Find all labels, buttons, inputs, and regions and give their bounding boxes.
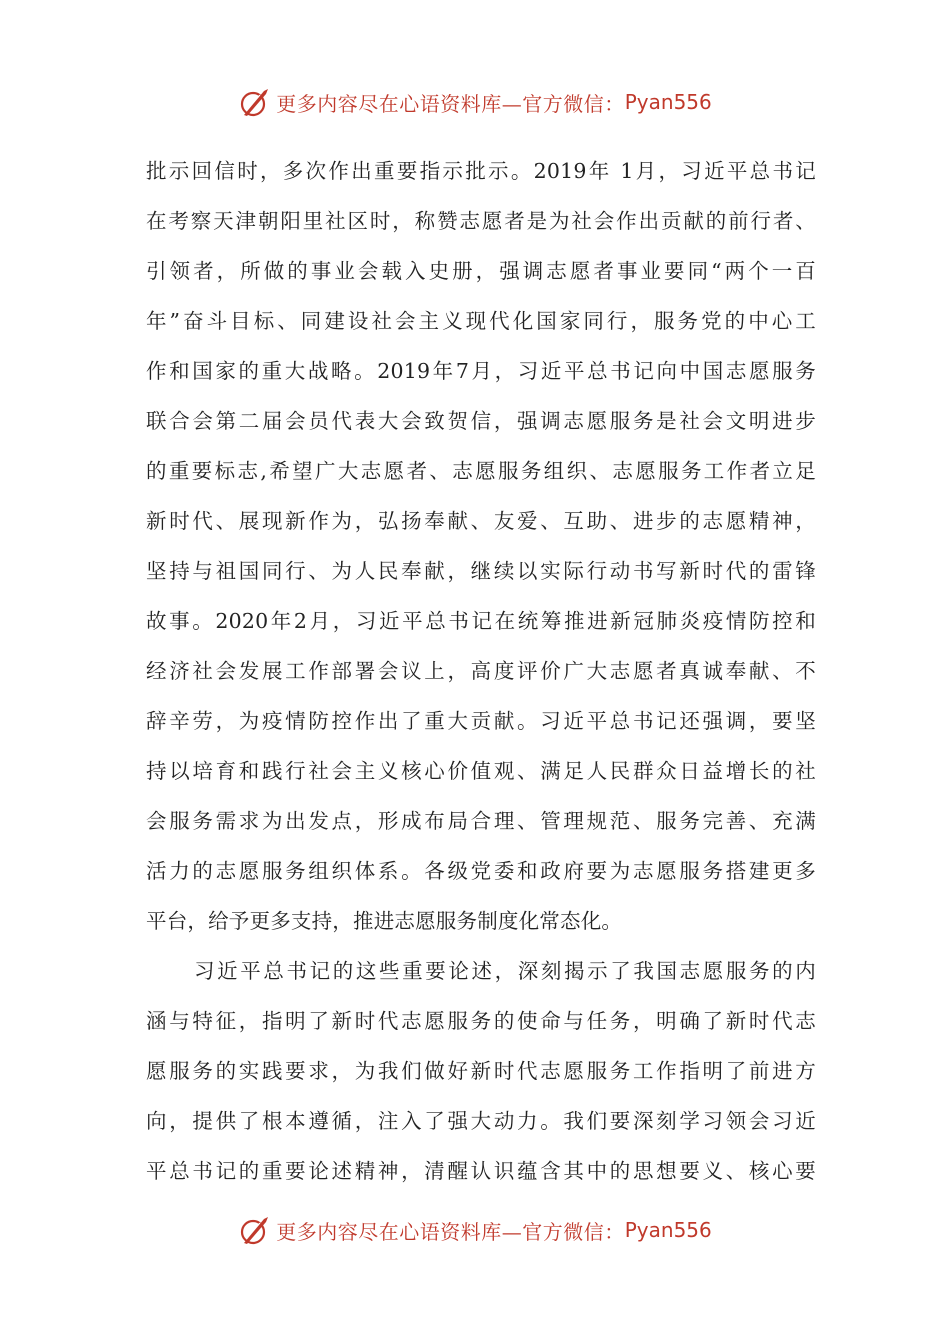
quill-logo-icon <box>238 1213 272 1247</box>
text-line: 作和国家的重大战略。2019年7月，习近平总书记向中国志愿服务 <box>146 359 816 383</box>
text-line: 会服务需求为出发点，形成布局合理、管理规范、服务完善、充满 <box>146 809 816 833</box>
footer-banner-handle: Pyan556 <box>624 1218 712 1242</box>
text-line: 平总书记的重要论述精神，清醒认识蕴含其中的思想要义、核心要 <box>146 1159 816 1183</box>
text-line: 向，提供了根本遵循，注入了强大动力。我们要深刻学习领会习近 <box>146 1109 816 1133</box>
text-line: 愿服务的实践要求，为我们做好新时代志愿服务工作指明了前进方 <box>146 1059 816 1083</box>
document-body <box>146 146 816 1196</box>
header-banner-text: 更多内容尽在心语资料库—官方微信： <box>276 91 625 116</box>
text-line: 涵与特征，指明了新时代志愿服务的使命与任务，明确了新时代志 <box>146 1009 816 1033</box>
text-line: 新时代、展现新作为，弘扬奉献、友爱、互助、进步的志愿精神， <box>146 509 816 533</box>
text-line: 持以培育和践行社会主义核心价值观、满足人民群众日益增长的社 <box>146 759 816 783</box>
footer-banner <box>0 1210 950 1250</box>
paragraph-start-line: 习近平总书记的这些重要论述，深刻揭示了我国志愿服务的内 <box>194 959 816 983</box>
quill-logo-icon <box>238 85 272 119</box>
text-line: 引领者，所做的事业会载入史册，强调志愿者事业要同“两个一百 <box>146 259 816 283</box>
header-banner-handle: Pyan556 <box>624 90 712 114</box>
text-line: 联合会第二届会员代表大会致贺信，强调志愿服务是社会文明进步 <box>146 409 816 433</box>
text-line: 故事。2020年2月，习近平总书记在统筹推进新冠肺炎疫情防控和 <box>146 609 816 633</box>
footer-banner-text: 更多内容尽在心语资料库—官方微信： <box>276 1219 625 1244</box>
header-banner <box>0 82 950 122</box>
text-line: 年”奋斗目标、同建设社会主义现代化国家同行，服务党的中心工 <box>146 309 816 333</box>
text-line: 经济社会发展工作部署会议上，高度评价广大志愿者真诚奉献、不 <box>146 659 816 683</box>
text-line: 的重要标志,希望广大志愿者、志愿服务组织、志愿服务工作者立足 <box>146 459 816 483</box>
text-line: 在考察天津朝阳里社区时，称赞志愿者是为社会作出贡献的前行者、 <box>146 209 816 233</box>
text-line: 活力的志愿服务组织体系。各级党委和政府要为志愿服务搭建更多 <box>146 859 816 883</box>
text-line: 批示回信时，多次作出重要指示批示。2019年 1月，习近平总书记 <box>146 159 816 183</box>
text-line: 平台，给予更多支持，推进志愿服务制度化常态化。 <box>146 909 623 933</box>
text-line: 辞辛劳，为疫情防控作出了重大贡献。习近平总书记还强调，要坚 <box>146 709 816 733</box>
text-line: 坚持与祖国同行、为人民奉献，继续以实际行动书写新时代的雷锋 <box>146 559 816 583</box>
